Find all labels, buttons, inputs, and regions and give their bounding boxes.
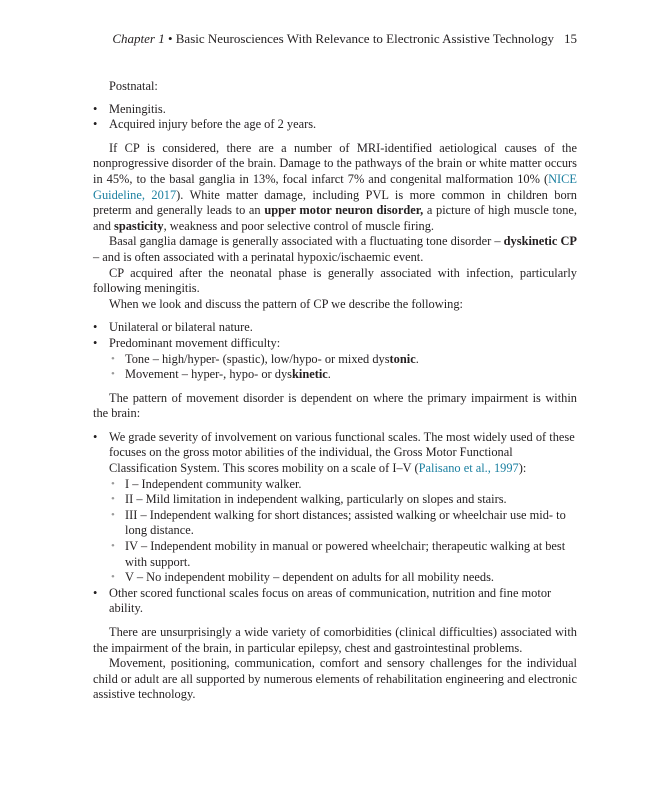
paragraph-pattern-dependency: The pattern of movement disorder is dependent on where the primary impairment is within the brain: <box>93 390 577 421</box>
chapter-title: Basic Neurosciences With Relevance to Electronic Assistive Technology <box>175 31 554 46</box>
gmfcs-level: • I – Independent community walker. <box>109 477 577 493</box>
text-span: ): <box>518 461 527 476</box>
sub-list-item <box>109 367 577 383</box>
bold-term: upper motor neuron disorder, <box>264 203 424 218</box>
list-item <box>93 336 577 383</box>
gmfcs-level: • III – Independent walking for short distances; assisted walking or wheelchair use mid- to long distance. <box>109 508 577 539</box>
text-span: . <box>415 351 419 366</box>
list-item: • Meningitis. <box>93 102 577 118</box>
list-item <box>93 430 577 586</box>
body-text <box>93 79 577 703</box>
bold-term: dyskinetic CP <box>503 234 577 249</box>
paragraph-pattern-intro: When we look and discuss the pattern of CP we describe the following: <box>109 296 463 311</box>
text-span: Basal ganglia damage is generally associated with a fluctuating tone disorder – <box>109 234 504 249</box>
running-header <box>60 31 577 47</box>
list-item: • Acquired injury before the age of 2 years. <box>93 117 577 133</box>
gmfcs-level: • V – No independent mobility – dependent on adults for all mobility needs. <box>109 570 577 586</box>
header-separator: • <box>164 31 176 46</box>
pattern-list <box>93 320 577 382</box>
paragraph-basal-ganglia <box>93 234 577 265</box>
text-span: If CP is considered, there are a number of MRI-identified aetiological causes of the nonprogressive disorder of the brain. Damage to the pathways of the brain or white matter occurs in 45%, to the basal ganglia in 13%, focal infarct 7% and congenital malformation 10% ( <box>93 140 577 186</box>
bold-term: tonic <box>389 351 416 366</box>
gmfcs-level: • II – Mild limitation in independent walking, particularly on slopes and stairs. <box>109 492 577 508</box>
list-item: • Other scored functional scales focus on areas of communication, nutrition and fine motor ability. <box>93 586 577 617</box>
postnatal-heading: Postnatal: <box>109 79 158 93</box>
sub-list-item <box>109 352 577 368</box>
bold-term: kinetic <box>292 367 328 382</box>
text-span: , weakness and poor selective control of muscle firing. <box>163 218 435 233</box>
paragraph-acquired-cp: CP acquired after the neonatal phase is generally associated with infection, particularly following meningitis. <box>93 265 577 296</box>
list-item-text: Predominant movement difficulty: <box>109 335 281 350</box>
text-span: a picture of high muscle tone, and <box>93 203 577 233</box>
severity-list <box>93 430 577 617</box>
citation-link-nice[interactable]: NICE Guideline, 2017 <box>93 171 577 202</box>
chapter-label: Chapter 1 <box>112 31 165 46</box>
paragraph-assistive-tech: Movement, positioning, communication, comfort and sensory challenges for the individual child or adult are all supported by numerous elements of rehabilitation engineering and electronic assistive technology. <box>93 656 577 702</box>
text-span: – and is often associated with a perinatal hypoxic/ischaemic event. <box>93 249 424 264</box>
gmfcs-levels <box>109 477 577 586</box>
page-number: 15 <box>564 31 577 46</box>
paragraph-comorbidities: There are unsurprisingly a wide variety of comorbidities (clinical difficulties) associated with the impairment of the brain, in particular epilepsy, chest and gastrointestinal problems. <box>93 625 577 655</box>
text-span: We grade severity of involvement on various functional scales. The most widely used of these focuses on the gross motor abilities of the individual, the Gross Motor Functional Classification System. This scores mobility on a scale of I–V ( <box>109 429 575 476</box>
text-span: Movement – hyper-, hypo- or dys <box>125 367 292 382</box>
list-item: • Unilateral or bilateral nature. <box>93 320 577 336</box>
bold-term: spasticity <box>114 218 164 233</box>
sub-list <box>109 352 577 383</box>
text-span: ). White matter damage, including PVL is more common in children born preterm and generally leads to an <box>93 187 577 218</box>
text-span: Tone – high/hyper- (spastic), low/hypo- or mixed dys <box>125 351 390 366</box>
postnatal-list <box>93 102 577 133</box>
gmfcs-level: • IV – Independent mobility in manual or powered wheelchair; therapeutic walking at best with support. <box>109 539 577 570</box>
paragraph-cp-causes <box>93 141 577 235</box>
text-span: . <box>327 367 331 382</box>
citation-link-palisano[interactable]: Palisano et al., 1997 <box>418 461 519 476</box>
